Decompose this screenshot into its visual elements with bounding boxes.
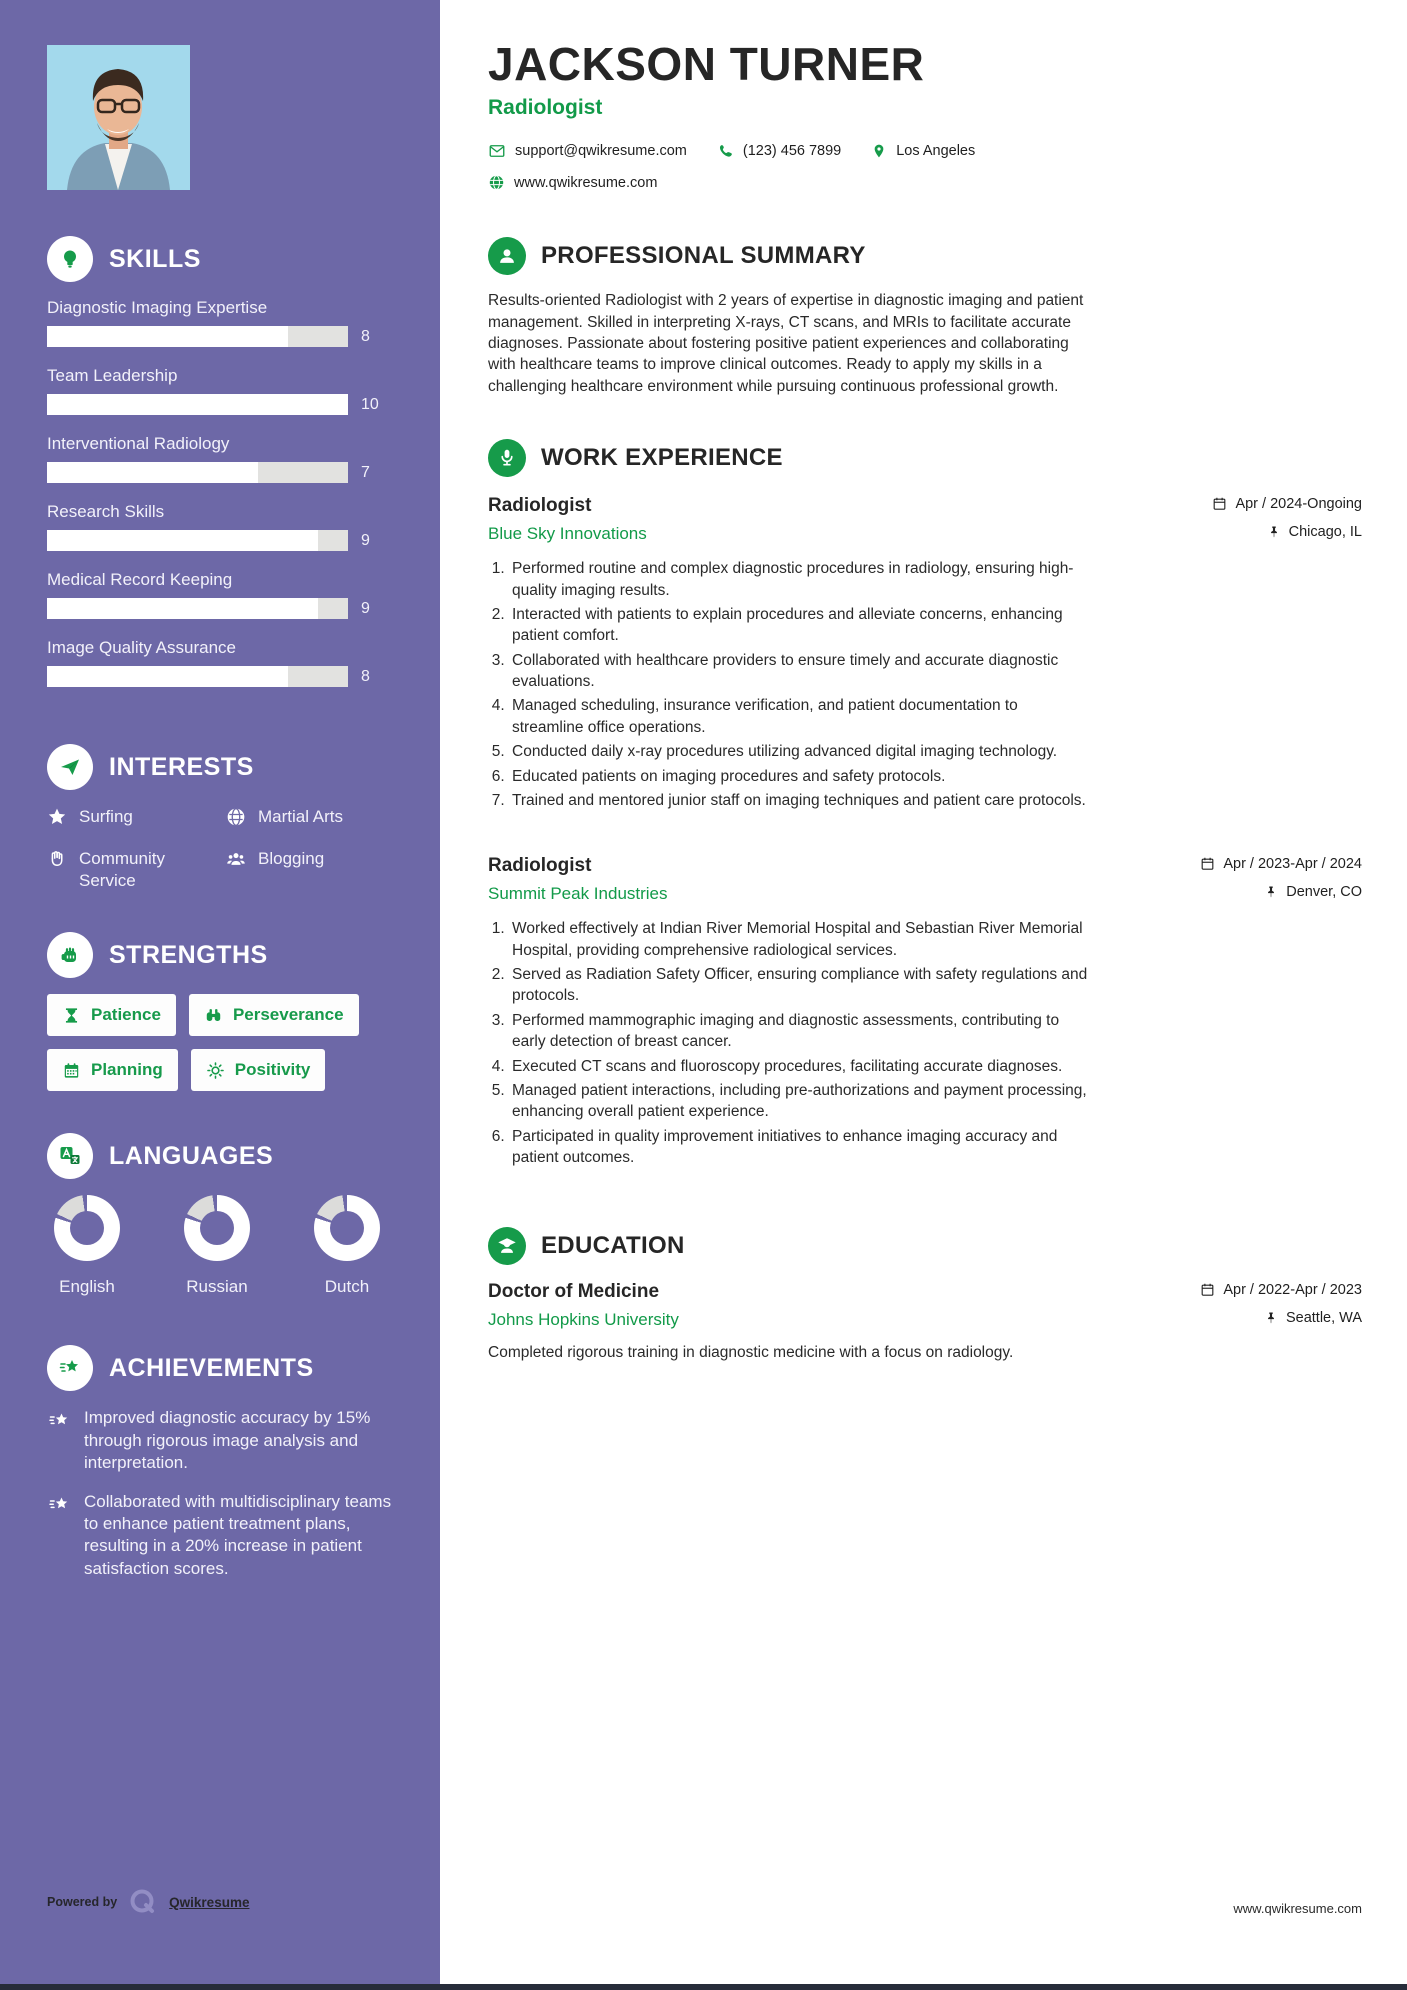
sun-icon <box>206 1061 225 1080</box>
strength-pill <box>191 1049 326 1091</box>
email-text: support@qwikresume.com <box>515 143 687 160</box>
education-entry <box>488 1281 1362 1363</box>
work-header <box>488 439 1362 477</box>
main-content <box>440 0 1407 1990</box>
education-title: EDUCATION <box>541 1232 685 1260</box>
skill-bar <box>47 530 348 551</box>
skill-item <box>47 570 395 619</box>
job-bullet: 4. Managed scheduling, insurance verification, and patient documentation to streamline office operations. <box>509 695 1088 738</box>
achievement-item <box>47 1407 395 1474</box>
binoculars-icon <box>204 1006 223 1025</box>
pushpin-icon <box>1264 885 1278 899</box>
qwikresume-link[interactable]: Qwikresume <box>169 1894 250 1910</box>
skill-label: Medical Record Keeping <box>47 570 233 589</box>
job-bullet: 6. Participated in quality improvement initiatives to enhance imaging accuracy and patient outcomes. <box>509 1126 1088 1169</box>
skill-item <box>47 434 395 483</box>
website-item <box>488 174 657 191</box>
job-company: Summit Peak Industries <box>488 884 668 904</box>
language-item <box>47 1195 127 1297</box>
skills-header <box>47 236 395 282</box>
phone-item <box>717 143 841 160</box>
skill-bar <box>47 462 348 483</box>
pushpin-icon <box>1264 1311 1278 1325</box>
language-item <box>307 1195 387 1297</box>
skill-label: Diagnostic Imaging Expertise <box>47 298 268 317</box>
skill-label: Image Quality Assurance <box>47 638 236 657</box>
job-location: Chicago, IL <box>1267 524 1362 540</box>
language-donut <box>184 1195 250 1261</box>
job-bullet: 2. Served as Radiation Safety Officer, ensuring compliance with safety regulations and protocols. <box>509 964 1088 1007</box>
interest-label: Blogging <box>258 849 325 869</box>
language-item <box>177 1195 257 1297</box>
job-bullet-list <box>488 558 1088 811</box>
education-header <box>488 1227 1362 1265</box>
contact-row <box>488 142 1362 160</box>
translation-icon <box>47 1133 93 1179</box>
phone-icon <box>717 143 734 160</box>
job-bullet: 5. Conducted daily x-ray procedures utilizing advanced digital imaging technology. <box>509 741 1088 762</box>
job-location: Denver, CO <box>1264 884 1362 900</box>
job-company: Blue Sky Innovations <box>488 524 647 544</box>
language-donut <box>54 1195 120 1261</box>
profile-photo-illustration <box>47 45 190 190</box>
skill-value: 8 <box>361 667 370 685</box>
job-role: Radiologist <box>488 855 592 877</box>
job-bullet: 3. Collaborated with healthcare providers to ensure timely and accurate diagnostic evaluations. <box>509 650 1088 693</box>
language-label: Dutch <box>324 1277 370 1297</box>
strength-label: Perseverance <box>232 1005 344 1025</box>
education-location: Seattle, WA <box>1264 1310 1362 1326</box>
graduation-cap-icon <box>488 1227 526 1265</box>
achievement-text: Improved diagnostic accuracy by 15% through rigorous image analysis and interpretation. <box>84 1408 371 1473</box>
job-role: Radiologist <box>488 495 592 517</box>
skill-bar <box>47 666 348 687</box>
job-bullet: 5. Managed patient interactions, including pre-authorizations and payment processing, enhancing overall patient experience. <box>509 1080 1088 1123</box>
languages-section <box>47 1133 395 1297</box>
powered-by <box>47 1886 395 1918</box>
calendar-icon <box>62 1061 81 1080</box>
strength-pill <box>47 1049 178 1091</box>
person-title: Radiologist <box>488 96 603 120</box>
skill-bar <box>47 394 348 415</box>
job-entry <box>488 495 1362 811</box>
website-text: www.qwikresume.com <box>514 174 658 191</box>
lightbulb-icon <box>47 236 93 282</box>
job-bullet: 1. Performed routine and complex diagnostic procedures in radiology, ensuring high-quality imaging results. <box>509 558 1088 601</box>
skill-value: 9 <box>361 531 370 549</box>
interest-item <box>226 806 395 828</box>
strength-label: Positivity <box>234 1060 311 1080</box>
skill-label: Team Leadership <box>47 366 178 385</box>
shooting-star-icon <box>47 1409 71 1474</box>
calendar-icon <box>1200 856 1215 871</box>
globe-icon <box>488 174 505 191</box>
strength-label: Planning <box>91 1060 163 1080</box>
pushpin-icon <box>1267 525 1281 539</box>
location-item <box>871 142 975 160</box>
interests-header <box>47 744 395 790</box>
language-label: Russian <box>186 1277 248 1297</box>
email-item <box>488 142 687 160</box>
globe-icon <box>226 807 246 827</box>
skill-item <box>47 638 395 687</box>
profile-photo <box>47 45 190 190</box>
languages-title: LANGUAGES <box>109 1141 274 1170</box>
star-icon <box>47 807 67 827</box>
skill-bar <box>47 598 348 619</box>
sidebar <box>0 0 440 1990</box>
person-icon <box>488 237 526 275</box>
fist-icon <box>47 932 93 978</box>
interest-label: Surfing <box>79 807 133 826</box>
hourglass-icon <box>62 1006 81 1025</box>
summary-section <box>488 237 1362 397</box>
skill-item <box>47 502 395 551</box>
phone-text: (123) 456 7899 <box>742 143 842 160</box>
skill-label: Research Skills <box>47 502 165 521</box>
footer-site: www.qwikresume.com <box>1233 1901 1362 1916</box>
bottom-bar <box>0 1984 1407 1990</box>
work-title: WORK EXPERIENCE <box>541 444 783 472</box>
job-bullet: 6. Educated patients on imaging procedures and safety protocols. <box>509 766 1088 787</box>
calendar-icon <box>1200 1282 1215 1297</box>
school: Johns Hopkins University <box>488 1310 679 1330</box>
qwikresume-logo-icon <box>127 1886 159 1918</box>
language-donut <box>314 1195 380 1261</box>
strengths-header <box>47 932 395 978</box>
skills-title: SKILLS <box>109 244 201 273</box>
summary-text: Results-oriented Radiologist with 2 years of expertise in diagnostic imaging and patient management. Skilled in interpreting X-rays, CT scans, and MRIs to facilitate accurate diagnoses. Passionate about fostering positive patient experiences and collaborating with healthcare teams to improve clinical outcomes. Ready to apply my skills in a challenging healthcare environment while pursuing continuous professional growth. <box>488 292 1084 395</box>
map-pin-icon <box>871 142 887 160</box>
skill-value: 8 <box>361 327 370 345</box>
work-section <box>488 439 1362 1171</box>
calendar-icon <box>1212 496 1227 511</box>
job-entry <box>488 855 1362 1168</box>
achievement-item <box>47 1491 395 1581</box>
interest-label: Martial Arts <box>258 807 344 826</box>
paper-plane-icon <box>47 744 93 790</box>
strengths-title: STRENGTHS <box>109 940 268 969</box>
hand-icon <box>47 849 67 869</box>
location-text: Los Angeles <box>896 143 976 160</box>
skill-label: Interventional Radiology <box>47 434 230 453</box>
strength-pill <box>47 994 176 1036</box>
job-bullet: 4. Executed CT scans and fluoroscopy procedures, facilitating accurate diagnoses. <box>509 1056 1088 1077</box>
person-name: JACKSON TURNER <box>488 38 925 90</box>
job-date: Apr / 2023-Apr / 2024 <box>1200 856 1362 872</box>
job-bullet: 1. Worked effectively at Indian River Memorial Hospital and Sebastian River Memorial Hospital, providing comprehensive radiological services. <box>509 918 1088 961</box>
languages-header <box>47 1133 395 1179</box>
summary-title: PROFESSIONAL SUMMARY <box>541 242 866 270</box>
achievements-title: ACHIEVEMENTS <box>109 1353 314 1382</box>
interest-item <box>226 848 395 892</box>
job-date: Apr / 2024-Ongoing <box>1212 496 1362 512</box>
job-bullet-list <box>488 918 1088 1168</box>
website-row <box>488 174 1362 191</box>
skill-item <box>47 298 395 347</box>
education-date: Apr / 2022-Apr / 2023 <box>1200 1282 1362 1298</box>
skill-value: 9 <box>361 599 370 617</box>
shooting-star-icon <box>47 1493 71 1581</box>
job-bullet: 3. Performed mammographic imaging and diagnostic assessments, contributing to early detection of breast cancer. <box>509 1010 1088 1053</box>
education-description: Completed rigorous training in diagnostic medicine with a focus on radiology. <box>488 1344 1014 1362</box>
skill-bar <box>47 326 348 347</box>
interests-title: INTERESTS <box>109 752 254 781</box>
skill-value: 10 <box>361 395 379 413</box>
shooting-star-icon <box>47 1345 93 1391</box>
language-label: English <box>59 1277 115 1297</box>
interest-item <box>47 806 216 828</box>
achievement-text: Collaborated with multidisciplinary teams to enhance patient treatment plans, resulting in a 20% increase in patient satisfaction scores. <box>84 1491 392 1578</box>
summary-header <box>488 237 1362 275</box>
strengths-section <box>47 932 395 1091</box>
skills-section <box>47 236 395 706</box>
interests-section <box>47 744 395 892</box>
strength-label: Patience <box>91 1005 161 1025</box>
skill-item <box>47 366 395 415</box>
microphone-icon <box>488 439 526 477</box>
achievements-section <box>47 1345 395 1596</box>
job-bullet: 7. Trained and mentored junior staff on imaging techniques and patient care protocols. <box>509 790 1088 811</box>
interest-label: Community Service <box>79 849 165 891</box>
strength-pill <box>189 994 359 1036</box>
skill-value: 7 <box>361 463 370 481</box>
envelope-icon <box>488 142 506 160</box>
powered-by-label: Powered by <box>47 1895 118 1909</box>
achievements-header <box>47 1345 395 1391</box>
degree: Doctor of Medicine <box>488 1281 660 1303</box>
job-bullet: 2. Interacted with patients to explain procedures and alleviate concerns, enhancing patient comfort. <box>509 604 1088 647</box>
education-section <box>488 1227 1362 1363</box>
users-icon <box>226 849 246 869</box>
interest-item <box>47 848 216 892</box>
